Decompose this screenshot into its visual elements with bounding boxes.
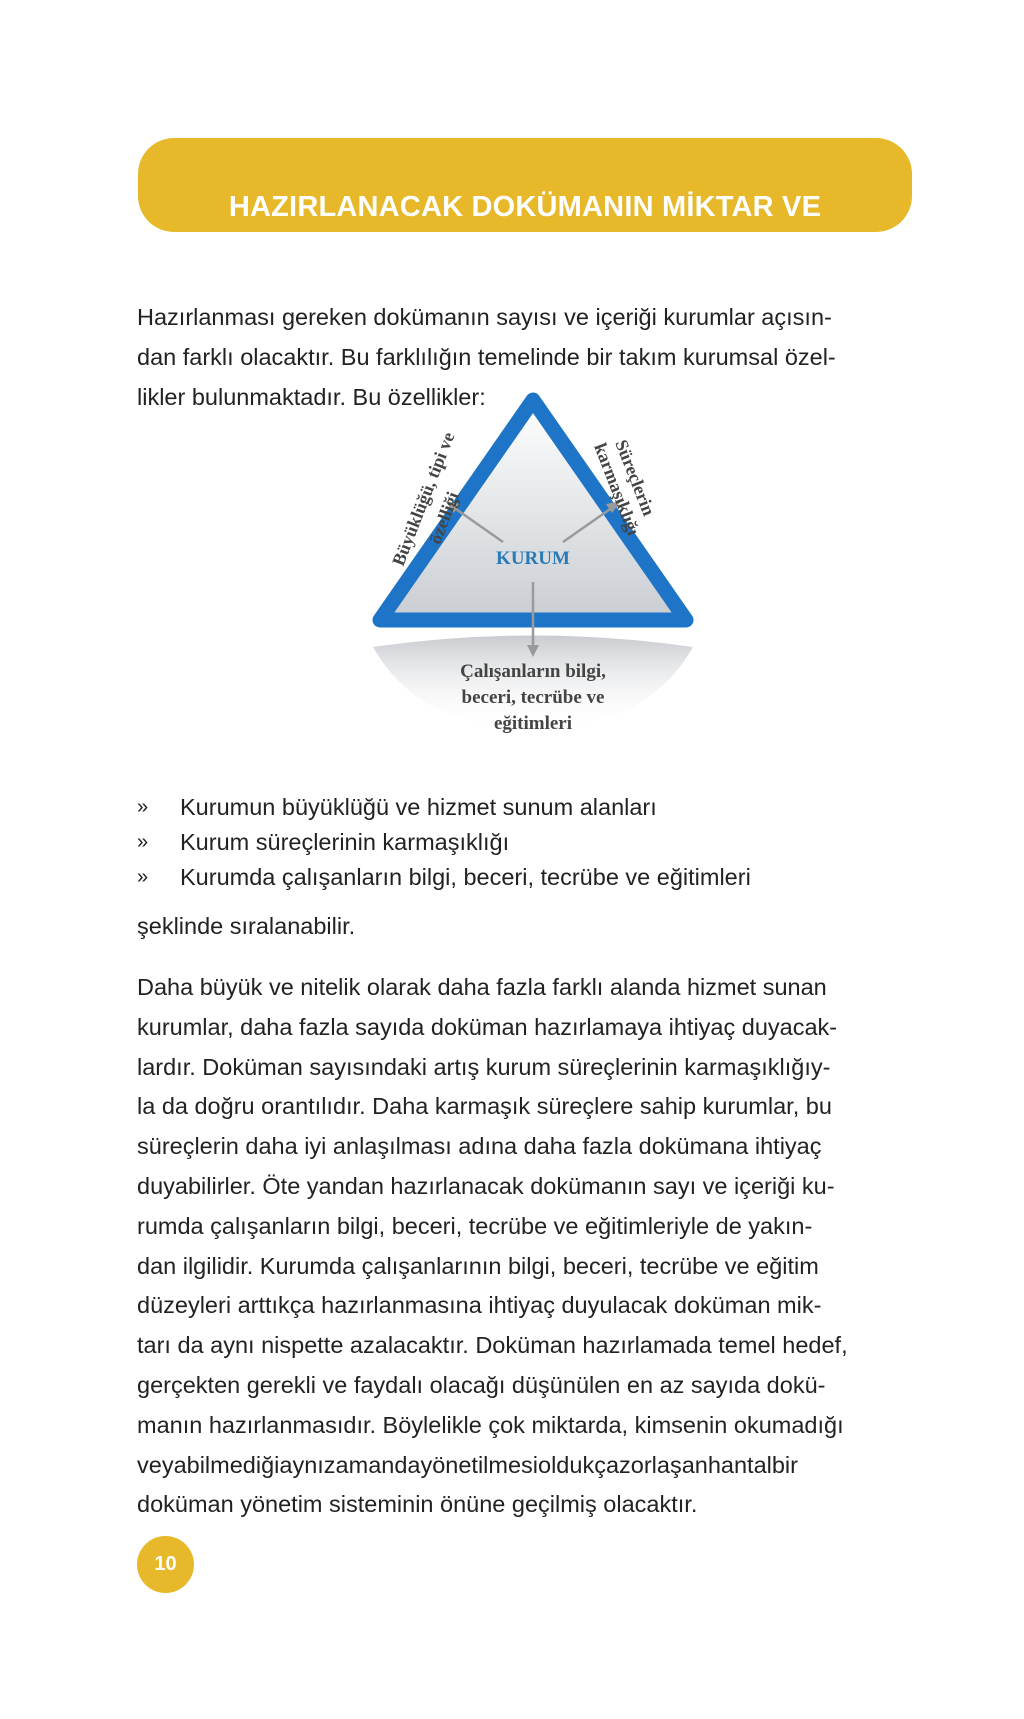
intro-line: Hazırlanması gereken dokümanın sayısı ve içeriği kurumlar açısın- <box>137 304 832 330</box>
body-line: rumda çalışanların bilgi, beceri, tecrübe ve eğitimleriyle de yakın- <box>137 1212 813 1239</box>
diagram-center-label: KURUM <box>496 548 570 569</box>
intro-line: dan farklı olacaktır. Bu farklılığın temelinde bir takım kurumsal özel- <box>137 343 836 370</box>
body-line: düzeyleri arttıkça hazırlanmasına ihtiyaç duyulacak doküman mik- <box>137 1292 822 1319</box>
body-paragraph <box>137 968 937 1525</box>
body-line: veyabilmediğiaynızamandayönetilmesioldukçazorlaşanhantalbir <box>137 1451 798 1478</box>
body-line: duyabilirler. Öte yandan hazırlanacak dokümanın sayı ve içeriği ku- <box>137 1172 835 1199</box>
body-line: kurumlar, daha fazla sayıda doküman hazırlamaya ihtiyaç duyacak- <box>137 1013 838 1040</box>
bullet-marker: » <box>137 866 149 888</box>
list-item-text: Kurumun büyüklüğü ve hizmet sunum alanları <box>180 794 657 820</box>
body-line: süreçlerin daha iyi anlaşılması adına daha fazla dokümana ihtiyaç <box>137 1133 822 1160</box>
page-number: 10 <box>137 1536 194 1593</box>
body-line: doküman yönetim sisteminin önüne geçilmiş olacaktır. <box>137 1491 698 1518</box>
bullet-marker: » <box>137 796 149 818</box>
bottom-label-line: beceri, tecrübe ve <box>461 687 605 708</box>
section-header-banner <box>138 138 912 232</box>
conclusion-line: şeklinde sıralanabilir. <box>137 913 356 939</box>
bottom-label-line: Çalışanların bilgi, <box>460 661 606 682</box>
bottom-label-line: eğitimleri <box>493 713 573 734</box>
body-line: dan ilgilidir. Kurumda çalışanlarının bilgi, beceri, tecrübe ve eğitim <box>137 1252 819 1279</box>
body-line: Daha büyük ve nitelik olarak daha fazla farklı alanda hizmet sunan <box>137 974 827 1000</box>
section-title: HAZIRLANACAK DOKÜMANIN MİKTAR VE <box>228 191 822 223</box>
body-line: tarı da aynı nispette azalacaktır. Doküman hazırlamada temel hedef, <box>137 1332 848 1359</box>
body-line: gerçekten gerekli ve faydalı olacağı düşünülen en az sayıda dokü- <box>137 1371 826 1398</box>
body-line: la da doğru orantılıdır. Daha karmaşık süreçlere sahip kurumlar, bu <box>137 1093 832 1120</box>
right-side-label: karmaşıklığı <box>590 440 644 539</box>
intro-line: likler bulunmaktadır. Bu özellikler: <box>137 383 486 410</box>
left-side-label: özelliği <box>425 489 463 547</box>
institution-triangle-diagram <box>348 392 718 737</box>
list-item-text: Kurum süreçlerinin karmaşıklığı <box>180 829 510 855</box>
right-side-label: Süreçlerin <box>611 436 660 519</box>
body-line: manın hazırlanmasıdır. Böylelikle çok miktarda, kimsenin okumadığı <box>137 1411 844 1438</box>
list-conclusion <box>137 907 937 947</box>
body-line: lardır. Doküman sayısındaki artış kurum süreçlerinin karmaşıklığıy- <box>137 1053 831 1080</box>
left-side-label: Büyüklüğü, tipi ve <box>388 429 459 569</box>
list-item-text: Kurumda çalışanların bilgi, beceri, tecrübe ve eğitimleri <box>180 864 751 890</box>
bullet-marker: » <box>137 831 149 853</box>
